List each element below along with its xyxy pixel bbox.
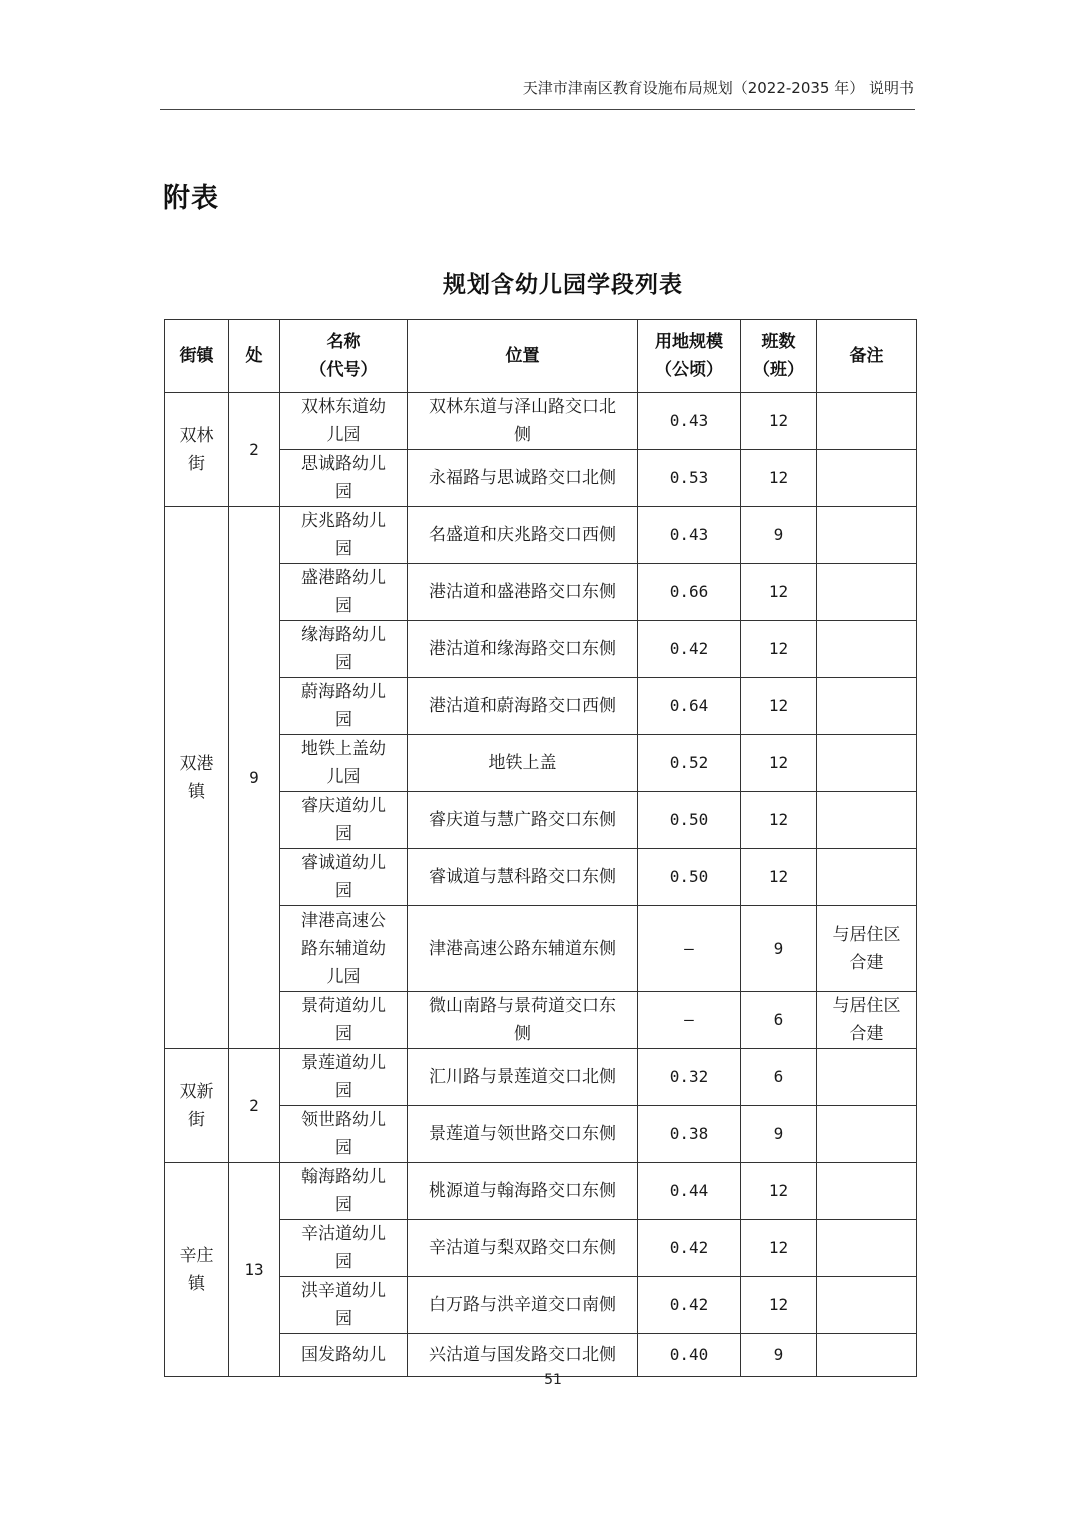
location-cell: 桃源道与翰海路交口东侧 [408, 1163, 638, 1220]
remarks-cell [817, 1049, 917, 1106]
land-area-cell: 0.32 [638, 1049, 741, 1106]
location-cell: 港沽道和缘海路交口东侧 [408, 621, 638, 678]
column-header-street: 街镇 [165, 320, 229, 393]
table-caption: 规划含幼儿园学段列表 [443, 272, 683, 298]
land-area-cell: 0.40 [638, 1334, 741, 1377]
classes-cell: 9 [741, 1106, 817, 1163]
classes-cell: 12 [741, 564, 817, 621]
table-row [165, 1163, 917, 1220]
remarks-cell [817, 621, 917, 678]
land-area-cell: — [638, 992, 741, 1049]
classes-cell: 9 [741, 507, 817, 564]
name-cell: 景莲道幼儿 园 [280, 1049, 408, 1106]
land-area-cell: 0.42 [638, 621, 741, 678]
remarks-cell [817, 849, 917, 906]
location-cell: 名盛道和庆兆路交口西侧 [408, 507, 638, 564]
name-cell: 国发路幼儿 [280, 1334, 408, 1377]
classes-cell: 12 [741, 621, 817, 678]
classes-cell: 12 [741, 678, 817, 735]
name-cell: 地铁上盖幼 儿园 [280, 735, 408, 792]
remarks-cell [817, 735, 917, 792]
street-cell: 辛庄 镇 [165, 1163, 229, 1377]
column-header-count: 处 [229, 320, 280, 393]
page-number: 51 [544, 1372, 562, 1388]
name-cell: 洪辛道幼儿 园 [280, 1277, 408, 1334]
remarks-cell: 与居住区 合建 [817, 992, 917, 1049]
classes-cell: 6 [741, 1049, 817, 1106]
remarks-cell [817, 393, 917, 450]
land-area-cell: 0.66 [638, 564, 741, 621]
classes-cell: 9 [741, 1334, 817, 1377]
section-title: 附表 [163, 183, 219, 214]
kindergarten-table [164, 319, 917, 1377]
remarks-cell [817, 507, 917, 564]
land-area-cell: 0.50 [638, 849, 741, 906]
classes-cell: 12 [741, 735, 817, 792]
name-cell: 蔚海路幼儿 园 [280, 678, 408, 735]
location-cell: 港沽道和蔚海路交口西侧 [408, 678, 638, 735]
column-header-location: 位置 [408, 320, 638, 393]
name-cell: 翰海路幼儿 园 [280, 1163, 408, 1220]
classes-cell: 6 [741, 992, 817, 1049]
table-row [165, 393, 917, 450]
classes-cell: 12 [741, 849, 817, 906]
count-cell: 9 [229, 507, 280, 1049]
location-cell: 睿诚道与慧科路交口东侧 [408, 849, 638, 906]
classes-cell: 12 [741, 1220, 817, 1277]
location-cell: 双林东道与泽山路交口北 侧 [408, 393, 638, 450]
land-area-cell: 0.52 [638, 735, 741, 792]
name-cell: 领世路幼儿 园 [280, 1106, 408, 1163]
land-area-cell: 0.44 [638, 1163, 741, 1220]
location-cell: 兴沽道与国发路交口北侧 [408, 1334, 638, 1377]
classes-cell: 12 [741, 1163, 817, 1220]
name-cell: 辛沽道幼儿 园 [280, 1220, 408, 1277]
land-area-cell: 0.64 [638, 678, 741, 735]
land-area-cell: 0.43 [638, 507, 741, 564]
name-cell: 双林东道幼 儿园 [280, 393, 408, 450]
location-cell: 汇川路与景莲道交口北侧 [408, 1049, 638, 1106]
name-cell: 盛港路幼儿 园 [280, 564, 408, 621]
classes-cell: 12 [741, 792, 817, 849]
name-cell: 庆兆路幼儿 园 [280, 507, 408, 564]
street-cell: 双港 镇 [165, 507, 229, 1049]
location-cell: 微山南路与景荷道交口东 侧 [408, 992, 638, 1049]
classes-cell: 12 [741, 450, 817, 507]
location-cell: 港沽道和盛港路交口东侧 [408, 564, 638, 621]
table-row [165, 1049, 917, 1106]
location-cell: 白万路与洪辛道交口南侧 [408, 1277, 638, 1334]
remarks-cell [817, 1163, 917, 1220]
land-area-cell: 0.42 [638, 1277, 741, 1334]
name-cell: 缘海路幼儿 园 [280, 621, 408, 678]
location-cell: 睿庆道与慧广路交口东侧 [408, 792, 638, 849]
count-cell: 2 [229, 1049, 280, 1163]
name-cell: 睿庆道幼儿 园 [280, 792, 408, 849]
remarks-cell [817, 678, 917, 735]
street-cell: 双林 街 [165, 393, 229, 507]
count-cell: 2 [229, 393, 280, 507]
column-header-land-area: 用地规模 （公顷） [638, 320, 741, 393]
land-area-cell: — [638, 906, 741, 992]
table-row [165, 507, 917, 564]
document-header-title: 天津市津南区教育设施布局规划（2022-2035 年） 说明书 [522, 79, 914, 97]
remarks-cell [817, 1106, 917, 1163]
table-body [165, 393, 917, 1377]
count-cell: 13 [229, 1163, 280, 1377]
land-area-cell: 0.50 [638, 792, 741, 849]
land-area-cell: 0.43 [638, 393, 741, 450]
land-area-cell: 0.42 [638, 1220, 741, 1277]
location-cell: 地铁上盖 [408, 735, 638, 792]
remarks-cell [817, 1220, 917, 1277]
name-cell: 睿诚道幼儿 园 [280, 849, 408, 906]
location-cell: 津港高速公路东辅道东侧 [408, 906, 638, 992]
column-header-remarks: 备注 [817, 320, 917, 393]
classes-cell: 12 [741, 393, 817, 450]
location-cell: 景莲道与领世路交口东侧 [408, 1106, 638, 1163]
street-cell: 双新 街 [165, 1049, 229, 1163]
header-divider [160, 109, 915, 110]
remarks-cell [817, 1277, 917, 1334]
name-cell: 思诚路幼儿 园 [280, 450, 408, 507]
land-area-cell: 0.53 [638, 450, 741, 507]
classes-cell: 12 [741, 1277, 817, 1334]
remarks-cell: 与居住区 合建 [817, 906, 917, 992]
location-cell: 辛沽道与梨双路交口东侧 [408, 1220, 638, 1277]
remarks-cell [817, 792, 917, 849]
column-header-name: 名称 （代号） [280, 320, 408, 393]
name-cell: 津港高速公 路东辅道幼 儿园 [280, 906, 408, 992]
remarks-cell [817, 1334, 917, 1377]
land-area-cell: 0.38 [638, 1106, 741, 1163]
location-cell: 永福路与思诚路交口北侧 [408, 450, 638, 507]
remarks-cell [817, 450, 917, 507]
table-header-row [165, 320, 917, 393]
remarks-cell [817, 564, 917, 621]
classes-cell: 9 [741, 906, 817, 992]
name-cell: 景荷道幼儿 园 [280, 992, 408, 1049]
column-header-classes: 班数 （班） [741, 320, 817, 393]
